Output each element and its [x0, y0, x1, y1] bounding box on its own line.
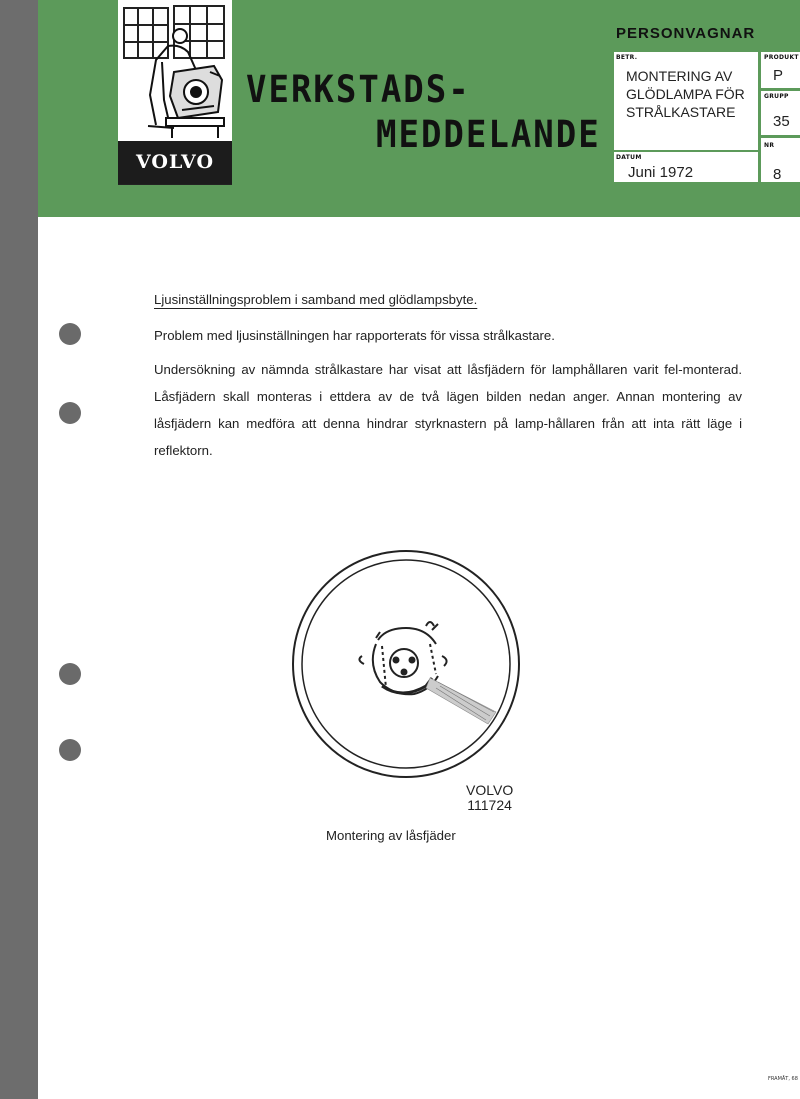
subject-line-1: MONTERING AV [626, 68, 733, 84]
title-line-2: MEDDELANDE [376, 113, 601, 157]
figure-brand: VOLVO [466, 782, 514, 798]
date-value: Juni 1972 [628, 164, 694, 181]
group-value: 35 [773, 113, 790, 130]
product-box [761, 52, 800, 88]
subject-box [614, 52, 758, 150]
figure-number: 111724 [467, 797, 512, 813]
binder-strip [0, 0, 38, 1099]
heading [154, 286, 477, 313]
number-box [761, 138, 800, 182]
number-value: 8 [773, 166, 782, 183]
subject-label: BETR. [616, 54, 638, 61]
figure-code [466, 783, 513, 813]
paragraph-2: Undersökning av nämnda strålkastare har visat att låsfjädern för lamphållaren varit fel-monterad. Låsfjädern skall monteras i ettdera av de två lägen bilden nedan anger. Annan montering av låsfjädern kan medföra att denna hindrar styrknastern på lamp-hållaren från att inta rätt läge i reflektorn. [154, 362, 742, 458]
group-label: GRUPP [764, 93, 789, 100]
punch-hole [59, 663, 81, 685]
figure-caption: Montering av låsfjäder [326, 828, 456, 843]
punch-hole [59, 739, 81, 761]
footer-mark: FRAMÅT, 68 [768, 1076, 798, 1082]
date-label: DATUM [616, 154, 642, 161]
subject-line-2: GLÖDLAMPA FÖR [626, 86, 745, 102]
number-label: NR [764, 142, 775, 149]
group-box [761, 91, 800, 135]
punch-hole [59, 402, 81, 424]
paragraph-1: Problem med ljusinställningen har rapporterats för vissa strålkastare. [154, 328, 555, 343]
title-line-1: VERKSTADS- [246, 68, 471, 112]
product-label: PRODUKT [764, 54, 799, 61]
subject-line-3: STRÅLKASTARE [626, 104, 736, 120]
punch-hole [59, 323, 81, 345]
date-box [614, 152, 758, 182]
heading-text: Ljusinställningsproblem i samband med glödlampsbyte. [154, 292, 478, 307]
headlamp-figure [290, 548, 522, 780]
volvo-logo: VOLVO [118, 141, 232, 184]
category-label: PERSONVAGNAR [616, 25, 756, 42]
product-value: P [773, 67, 784, 84]
